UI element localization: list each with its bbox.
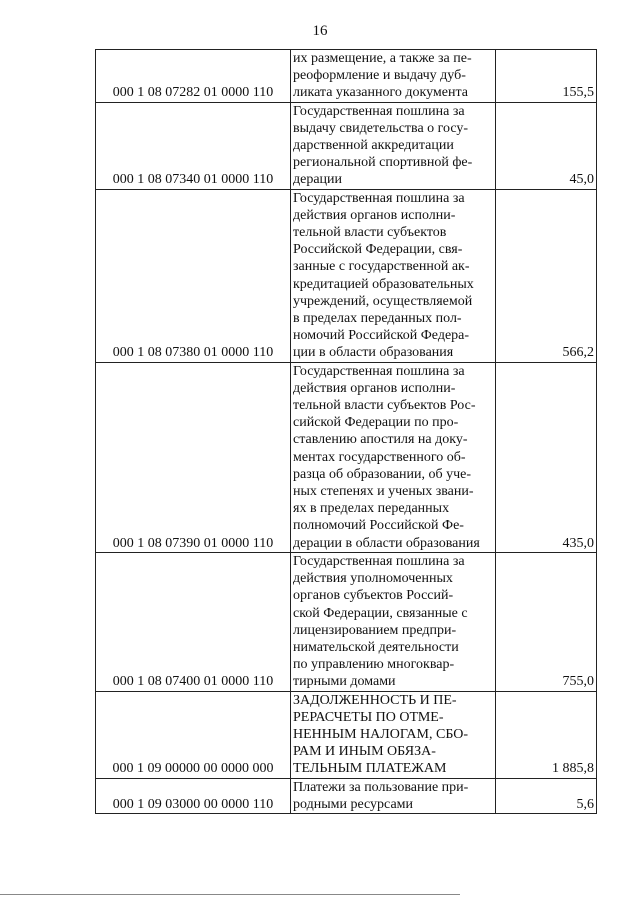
revenue-name-line: тельной власти субъектов: [293, 225, 447, 241]
table-row: [96, 778, 597, 813]
revenue-name-line: в пределах переданных пол-: [293, 311, 462, 327]
amount-cell: 45,0: [496, 102, 597, 189]
revenue-name-line: выдачу свидетельства о госу-: [293, 120, 469, 136]
revenue-name-line: лицензированием предпри-: [293, 622, 457, 638]
budget-code-cell: 000 1 08 07380 01 0000 110: [96, 189, 291, 362]
amount-cell: 155,5: [496, 50, 597, 103]
revenue-name-line: ЗАДОЛЖЕННОСТЬ И ПЕ-: [293, 692, 457, 708]
revenue-name-line: родными ресурсами: [293, 796, 414, 812]
revenue-name-line: действия органов исполни-: [293, 380, 456, 396]
revenue-name-line: ской Федерации, связанные с: [293, 605, 468, 621]
revenue-name-line: ции в области образования: [293, 345, 454, 361]
table-row: [96, 50, 597, 103]
revenue-name-line: ставлению апостиля на доку-: [293, 432, 468, 448]
revenue-name-cell: [291, 691, 496, 778]
revenue-name-line: региональной спортивной фе-: [293, 155, 473, 171]
revenue-name-line: их размещение, а также за пе-: [293, 51, 472, 66]
revenue-name-line: реоформление и выдачу дуб-: [293, 68, 466, 84]
revenue-name-line: Государственная пошлина за: [293, 553, 465, 569]
table-row: [96, 691, 597, 778]
revenue-name-line: ментах государственного об-: [293, 449, 466, 465]
budget-code-cell: 000 1 08 07390 01 0000 110: [96, 362, 291, 552]
revenue-name-line: дерации в области образования: [293, 535, 480, 551]
page-number: 16: [312, 23, 328, 39]
revenue-name-line: разца об образовании, об уче-: [293, 466, 472, 482]
budget-code-cell: 000 1 08 07282 01 0000 110: [96, 50, 291, 103]
revenue-name-line: дерации: [293, 172, 343, 188]
revenue-name-cell: [291, 552, 496, 691]
budget-code-cell: 000 1 09 03000 00 0000 110: [96, 778, 291, 813]
revenue-name-line: органов субъектов Россий-: [293, 588, 454, 604]
revenue-name-line: ях в пределах переданных: [293, 501, 450, 517]
revenue-name-line: РАМ И ИНЫМ ОБЯЗА-: [293, 744, 436, 760]
revenue-name-line: ликата указанного документа: [293, 85, 468, 101]
revenue-name-line: тирными домами: [293, 674, 396, 690]
table-row: [96, 102, 597, 189]
revenue-name-line: ных степенях и ученых звани-: [293, 484, 474, 500]
amount-cell: 5,6: [496, 778, 597, 813]
revenue-name-line: кредитацией образовательных: [293, 276, 474, 292]
table-row: [96, 362, 597, 552]
revenue-name-cell: [291, 102, 496, 189]
revenue-name-line: тельной власти субъектов Рос-: [293, 398, 476, 414]
revenue-name-line: Российской Федерации, свя-: [293, 242, 463, 258]
budget-table: [95, 49, 597, 814]
budget-code-cell: 000 1 08 07400 01 0000 110: [96, 552, 291, 691]
amount-cell: 1 885,8: [496, 691, 597, 778]
budget-code-cell: 000 1 09 00000 00 0000 000: [96, 691, 291, 778]
revenue-name-line: полномочий Российской Фе-: [293, 518, 464, 534]
revenue-name-line: Платежи за пользование при-: [293, 779, 469, 795]
revenue-name-line: нимательской деятельности: [293, 639, 459, 655]
amount-cell: 755,0: [496, 552, 597, 691]
revenue-name-line: номочий Российской Федера-: [293, 328, 470, 344]
revenue-name-line: действия уполномоченных: [293, 571, 453, 587]
amount-cell: 435,0: [496, 362, 597, 552]
revenue-name-line: сийской Федерации по про-: [293, 415, 459, 431]
revenue-name-line: действия органов исполни-: [293, 207, 456, 223]
footer-rule: [0, 894, 460, 895]
table-row: [96, 189, 597, 362]
revenue-name-line: Государственная пошлина за: [293, 190, 465, 206]
revenue-name-line: Государственная пошлина за: [293, 363, 465, 379]
revenue-name-line: ТЕЛЬНЫМ ПЛАТЕЖАМ: [293, 761, 447, 777]
table-row: [96, 552, 597, 691]
revenue-name-line: занные с государственной ак-: [293, 259, 470, 275]
revenue-name-cell: [291, 362, 496, 552]
amount-cell: 566,2: [496, 189, 597, 362]
revenue-name-cell: [291, 189, 496, 362]
revenue-name-line: учреждений, осуществляемой: [293, 293, 473, 309]
revenue-name-cell: [291, 50, 496, 103]
revenue-name-line: по управлению многоквар-: [293, 657, 455, 673]
revenue-name-cell: [291, 778, 496, 813]
revenue-name-line: РЕРАСЧЕТЫ ПО ОТМЕ-: [293, 709, 444, 725]
revenue-name-line: НЕННЫМ НАЛОГАМ, СБО-: [293, 726, 469, 742]
table-body: [96, 50, 597, 814]
revenue-name-line: Государственная пошлина за: [293, 103, 465, 119]
revenue-name-line: дарственной аккредитации: [293, 138, 454, 154]
budget-code-cell: 000 1 08 07340 01 0000 110: [96, 102, 291, 189]
